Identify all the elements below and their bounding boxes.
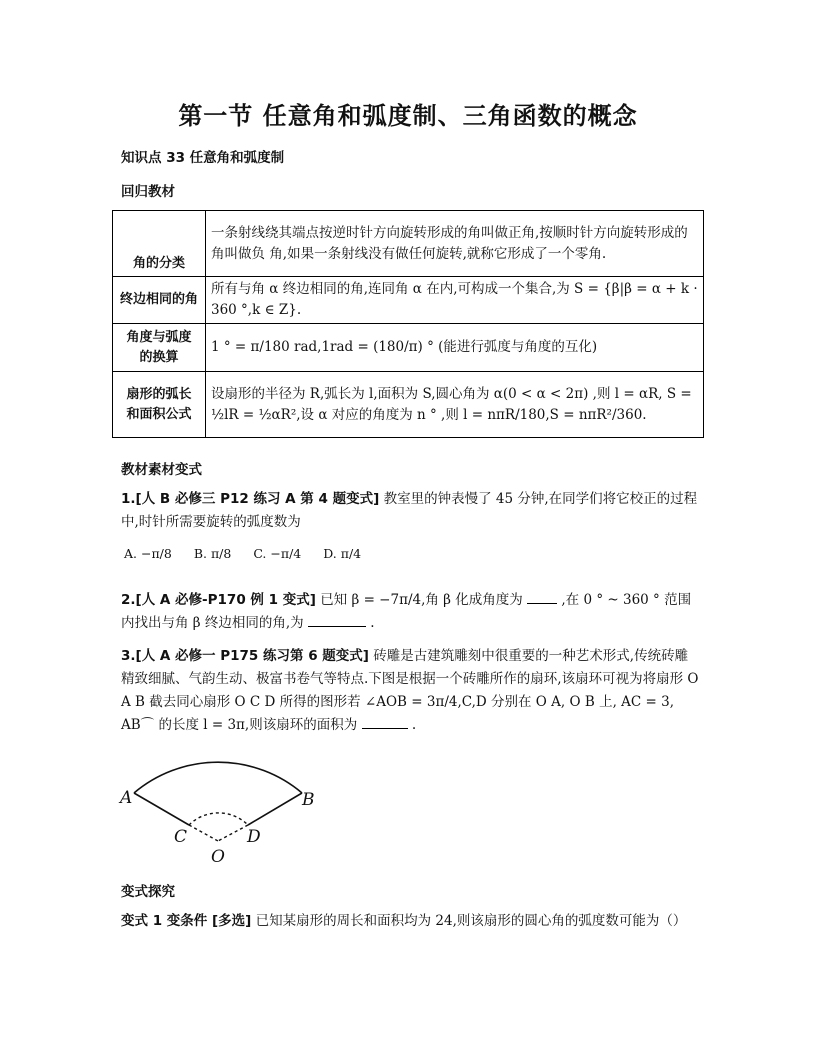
- variant-1-text: 已知某扇形的周长和面积均为 24,则该扇形的圆心角的弧度数可能为（）: [255, 913, 687, 929]
- row-content: 一条射线绕其端点按逆时针方向旋转形成的角叫做正角,按顺时针方向旋转形成的角叫做负 角,如果一条射线没有做任何旋转,就称它形成了一个零角.: [206, 211, 704, 277]
- question-3: [121, 645, 701, 737]
- segment-do: [218, 825, 248, 841]
- option-d: D. π/4: [323, 546, 362, 561]
- option-c: C. −π/4: [253, 546, 302, 561]
- question-2-text-b: ,在 0 ° ~ 360 ° 范围内找出与角 β 终边相同的角,为: [121, 592, 692, 631]
- label-o: O: [211, 847, 225, 867]
- table-row: [113, 277, 704, 324]
- knowledge-table: [112, 210, 704, 438]
- question-3-tag: 3.[人 A 必修一 P175 练习第 6 题变式]: [121, 648, 369, 664]
- segment-ac: [134, 793, 189, 825]
- variant-1-tag: 变式 1 变条件 [多选]: [121, 913, 252, 929]
- table-row: [113, 372, 704, 438]
- question-2-tag: 2.[人 A 必修-P170 例 1 变式]: [121, 592, 316, 608]
- sector-ring-figure: [116, 745, 326, 867]
- question-2-text-a: 已知 β = −7π/4,角 β 化成角度为: [320, 592, 523, 608]
- row-content: 所有与角 α 终边相同的角,连同角 α 在内,可构成一个集合,为 S = {β|β = α + k · 360 °,k ∈ Z}.: [206, 277, 704, 324]
- row-content: 1 ° = π/180 rad,1rad = (180/π) ° (能进行弧度与角度的互化): [206, 324, 704, 372]
- row-label: 角的分类: [113, 211, 206, 277]
- variant-1: [121, 910, 701, 933]
- option-b: B. π/8: [193, 546, 232, 561]
- section-heading: 知识点 33 任意角和弧度制: [121, 150, 285, 166]
- review-heading: 回归教材: [121, 184, 175, 200]
- page-title: 第一节 任意角和弧度制、三角函数的概念: [178, 102, 638, 130]
- inner-arc: [189, 813, 248, 825]
- row-label: 角度与弧度 的换算: [113, 324, 206, 372]
- question-3-text-b: .: [411, 717, 417, 733]
- explore-heading: 变式探究: [121, 884, 175, 900]
- row-label: 扇形的弧长 和面积公式: [113, 372, 206, 438]
- question-1-text: 教室里的钟表慢了 45 分钟,在同学们将它校正的过程中,时针所需要旋转的弧度数为: [121, 491, 698, 530]
- variants-heading: 教材素材变式: [121, 462, 202, 478]
- question-1: [121, 488, 701, 534]
- table-row: [113, 324, 704, 372]
- question-1-options: [124, 546, 379, 561]
- answer-blank[interactable]: [527, 591, 557, 604]
- label-b: B: [302, 790, 315, 810]
- outer-arc: [134, 762, 302, 793]
- question-1-tag: 1.[人 B 必修三 P12 练习 A 第 4 题变式]: [121, 491, 380, 507]
- row-content: 设扇形的半径为 R,弧长为 l,面积为 S,圆心角为 α(0 < α < 2π) ,则 l = αR, S = ½lR = ½αR²,设 α 对应的角度为 n ° ,则 l = nπR/180,S = nπR²/360.: [206, 372, 704, 438]
- label-c: C: [174, 827, 188, 847]
- answer-blank[interactable]: [362, 716, 408, 729]
- answer-blank[interactable]: [308, 614, 366, 627]
- label-a: A: [120, 788, 133, 808]
- row-label: 终边相同的角: [113, 277, 206, 324]
- segment-bd: [248, 793, 302, 825]
- question-3-text-a: 砖雕是古建筑雕刻中很重要的一种艺术形式,传统砖雕精致细腻、气韵生动、极富书卷气等特点.下图是根据一个砖雕所作的扇环,该扇环可视为将扇形 O A B 截去同心扇形 O C D 所得的图形若 ∠AOB = 3π/4,C,D 分别在 O A, O B 上, AC = 3, AB⌒ 的长度 l = 3π,则该扇环的面积为: [121, 648, 699, 733]
- question-2: [121, 589, 701, 635]
- option-a: A. −π/8: [124, 546, 172, 561]
- table-row: [113, 211, 704, 277]
- label-d: D: [247, 827, 261, 847]
- question-2-text-c: .: [370, 615, 375, 631]
- segment-co: [189, 825, 218, 841]
